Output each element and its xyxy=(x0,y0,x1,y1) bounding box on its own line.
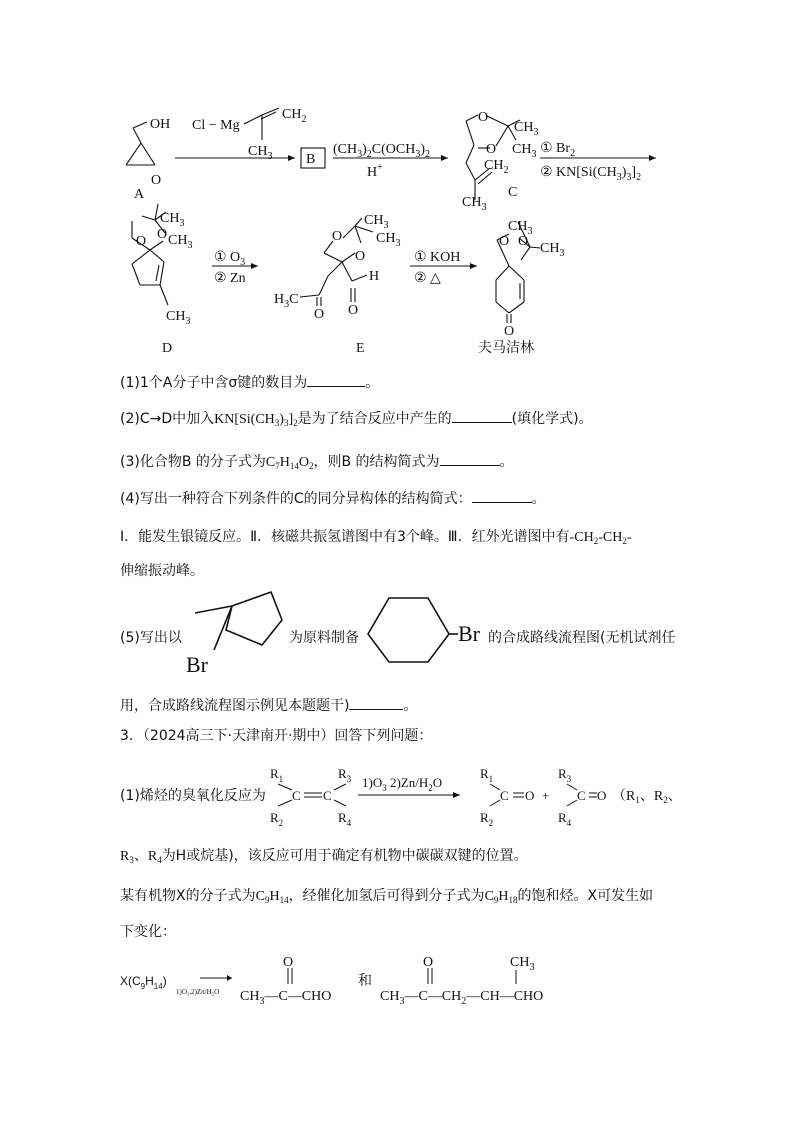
svg-text:R3: $R_3$ xyxy=(558,766,572,784)
label-product: 夫马洁林 xyxy=(478,339,534,355)
svg-text:CH2: $CH_2$ xyxy=(484,158,509,176)
question-3: (3)化合物B 的分子式为$C_7H_{14}O_2$，则B 的结构简式为 。 xyxy=(120,454,514,471)
svg-text:O: O xyxy=(499,234,510,249)
br-label-cyclohexyl: Br xyxy=(458,621,480,646)
svg-text:① O3: ① $O_3$ xyxy=(214,250,246,268)
ozonolysis-paren: （$R_1$、$R_2$、 xyxy=(612,788,682,805)
svg-text:R1: $R_1$ xyxy=(480,766,494,784)
svg-text:+: + xyxy=(542,788,550,803)
svg-text:R2: $R_2$ xyxy=(270,810,284,828)
label-C: C xyxy=(508,185,518,200)
svg-text:和: 和 xyxy=(358,972,372,988)
problem-3-header: 3．（2024高三下·天津南开·期中）回答下列问题： xyxy=(120,728,433,744)
svg-text:O: O xyxy=(157,227,168,242)
question-4-conditions-cont: 伸缩振动峰。 xyxy=(120,563,204,579)
svg-text:R3: $R_3$ xyxy=(338,766,352,784)
svg-text:O: O xyxy=(283,955,294,970)
svg-text:C: C xyxy=(323,788,332,803)
label-D: D xyxy=(162,341,173,356)
label-E: E xyxy=(356,341,365,356)
question-4-conditions: Ⅰ．能发生银镜反应。Ⅱ．核磁共振氢谱图中有3个峰。Ⅲ．红外光谱图中有$-CH_2-CH_2-$ xyxy=(120,529,632,546)
svg-text:O: O xyxy=(423,955,434,970)
clmg-label: Cl − Mg xyxy=(192,118,240,133)
question-5-mid: 为原料制备 xyxy=(289,630,359,646)
svg-text:CH3: $CH_3$ xyxy=(160,211,185,229)
svg-text:1)O₃,2)Zn/H₂O: 1)O₃,2)Zn/H₂O xyxy=(176,988,220,996)
svg-text:O: O xyxy=(518,234,529,249)
svg-text:O: O xyxy=(332,229,343,244)
svg-text:② KN[Si(CH3)3]2: ② $KN[Si(CH_3)_3]_2$ xyxy=(540,165,642,183)
svg-text:X(C9H14): $X(C_9H_{14})$ xyxy=(120,974,167,991)
svg-text:C: C xyxy=(577,788,586,803)
question-5-post: 的合成路线流程图(无机试剂任 xyxy=(488,630,676,646)
compound-x-line1: 某有机物X的分子式为$C_9H_{14}$，经催化加氢后可得到分子式为$C_9H_{18}$的饱和烃。X可发生如 xyxy=(120,888,654,905)
svg-text:O: O xyxy=(504,324,515,339)
svg-text:CH3: $CH_3$ xyxy=(364,213,389,231)
svg-text:CH3: $CH_3$ xyxy=(508,219,533,237)
svg-text:CH3: $CH_3$ xyxy=(512,142,537,160)
svg-text:CH3: $CH_3$ xyxy=(514,120,539,138)
svg-text:R4: $R_4$ xyxy=(338,810,352,828)
svg-text:CH3—C—CHO: $CH_3—C—CHO$ xyxy=(240,989,332,1007)
svg-text:O: O xyxy=(478,110,489,125)
compound-x-line2: 下变化： xyxy=(120,924,176,940)
svg-text:CH3—C—CH2—CH—CHO: $CH_3—C—CH_2—CH—CHO$ xyxy=(380,989,544,1007)
reagent-dimethoxypropane: $(CH_3)_2C(OCH_3)_2$ xyxy=(333,142,431,160)
label-B: B xyxy=(306,152,316,167)
svg-text:1)O3 2)Zn/H2O: $1)O_3$ $2)Zn/H_2O$ xyxy=(362,775,443,793)
svg-text:H: H xyxy=(369,269,380,284)
svg-text:CH3: $CH_3$ xyxy=(168,233,193,251)
svg-text:CH3: $CH_3$ xyxy=(462,195,487,213)
svg-text:O: O xyxy=(355,249,366,264)
svg-text:CH3: $CH_3$ xyxy=(376,231,401,249)
svg-text:② Zn: ② Zn xyxy=(214,271,246,286)
svg-text:① KOH: ① KOH xyxy=(414,250,461,265)
oh-label: OH xyxy=(150,117,171,132)
svg-text:O: O xyxy=(486,142,497,157)
svg-text:C: C xyxy=(500,788,509,803)
svg-text:H3C: $H_3C$ xyxy=(274,292,299,310)
epoxide-o: O xyxy=(151,173,162,188)
svg-text:CH3: $CH_3$ xyxy=(166,309,191,327)
svg-text:O: O xyxy=(525,788,535,803)
svg-text:O: O xyxy=(314,307,325,322)
svg-text:R1: $R_1$ xyxy=(270,766,284,784)
question-1: (1)1个A分子中含σ键的数目为 。 xyxy=(120,375,380,391)
svg-text:O: O xyxy=(597,788,607,803)
svg-text:O: O xyxy=(348,303,359,318)
question-5: (5)写出以 xyxy=(120,630,182,646)
br-label: Br xyxy=(186,652,208,677)
svg-text:O: O xyxy=(136,234,147,249)
svg-text:C: C xyxy=(292,788,301,803)
label-A: A xyxy=(134,187,145,202)
svg-text:R4: $R_4$ xyxy=(558,810,572,828)
ozonolysis-note: $R_3$、$R_4$为H或烷基)，该反应可用于确定有机物中碳碳双键的位置。 xyxy=(120,848,528,865)
reagent-acid: H+ xyxy=(367,162,383,180)
question-4: (4)写出一种符合下列条件的C的同分异构体的结构简式： 。 xyxy=(120,491,546,507)
svg-text:R2: $R_2$ xyxy=(480,810,494,828)
svg-text:CH2: $CH_2$ xyxy=(282,107,307,125)
ozonolysis-intro: (1)烯烃的臭氧化反应为 xyxy=(120,788,266,804)
svg-text:② △: ② △ xyxy=(414,271,441,286)
svg-text:CH3: $CH_3$ xyxy=(248,144,273,162)
svg-text:① Br2: ① $Br_2$ xyxy=(540,141,576,159)
question-2: (2)C→D中加入$KN[Si(CH_3)_3]_2$是为了结合反应中产生的 (填化学式)。 xyxy=(120,411,593,428)
svg-text:CH3: $CH_3$ xyxy=(510,955,535,973)
question-5-cont: 用，合成路线流程图示例见本题题干) 。 xyxy=(120,698,418,714)
svg-text:CH3: $CH_3$ xyxy=(540,241,565,259)
